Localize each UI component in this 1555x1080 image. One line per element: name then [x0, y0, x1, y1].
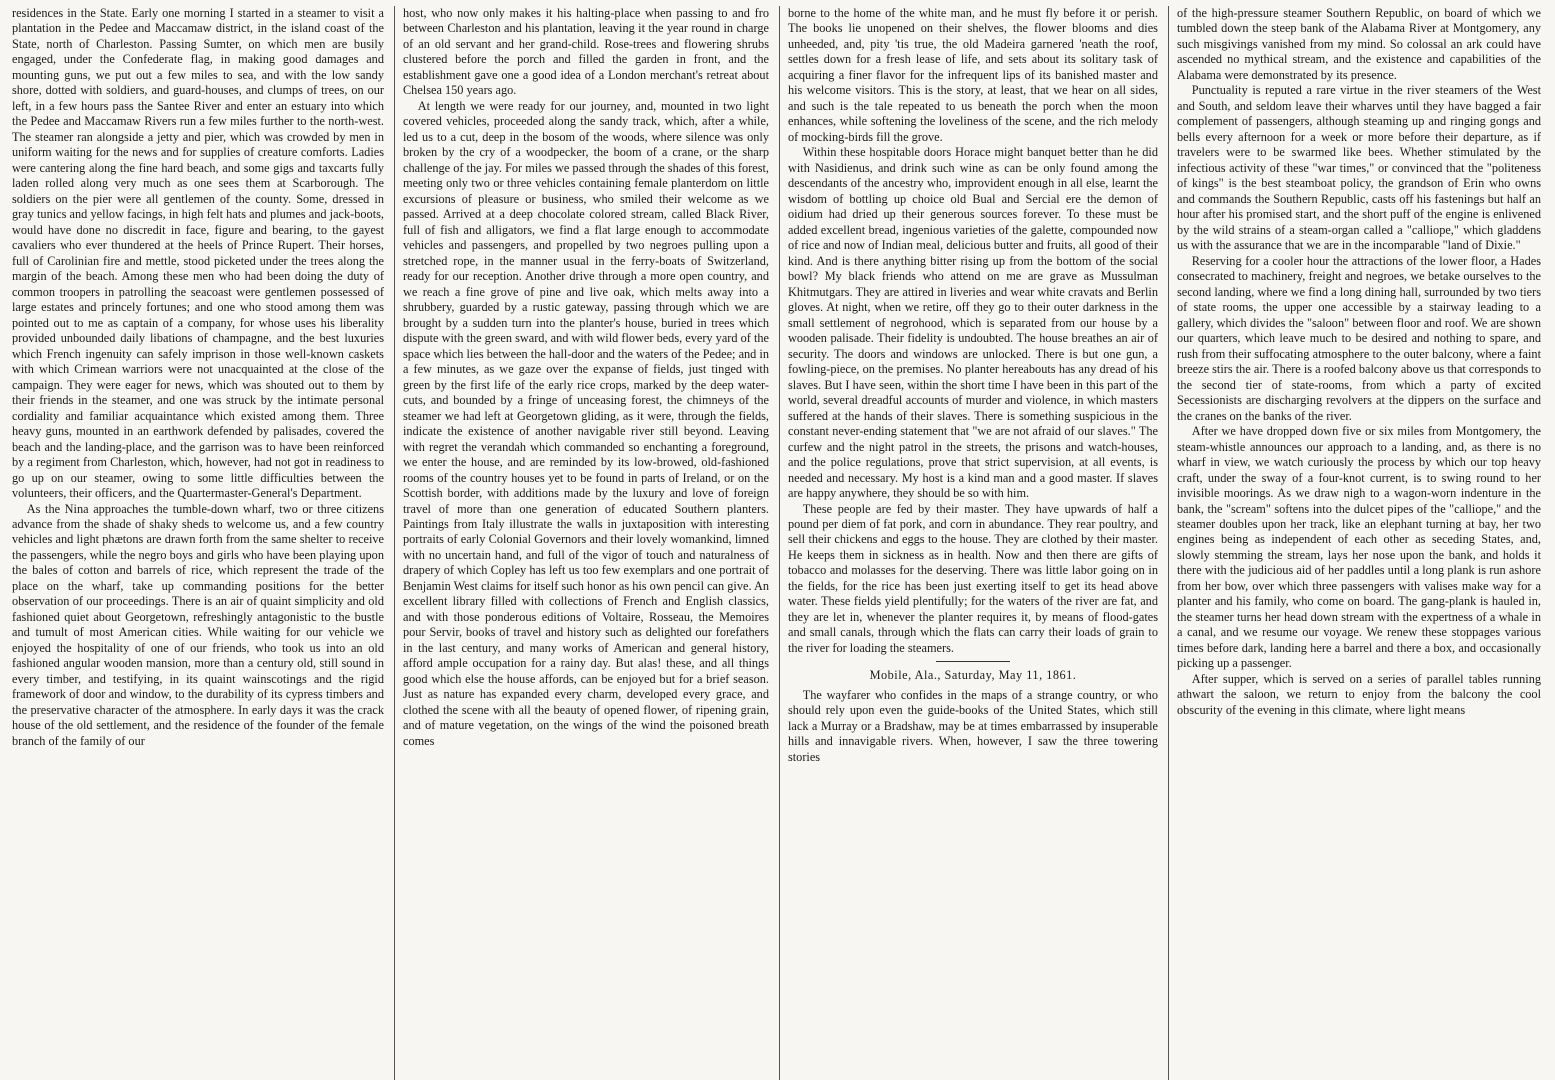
column-4 [1169, 6, 1551, 1080]
column-3 [780, 6, 1169, 1080]
paragraph: The wayfarer who confides in the maps of a strange country, or who should rely upon even the guide-books of the United States, which still lack a Murray or a Bradshaw, may be at times embarrassed by insuperable hills and innavigable rivers. When, however, I saw the three towering stories [787, 687, 1158, 764]
paragraph: After we have dropped down five or six miles from Montgomery, the steam-whistle announces our approach to a landing, and, as there is no wharf in view, we watch curiously the process by which our top heavy craft, under the sway of a four-knot current, is to swing round to her invisible moorings. As we draw nigh to a wagon-worn indenture in the bank, the "scream" softens into the dulcet pipes of the "calliope," and the steamer doubles upon her track, like an elephant turning at bay, her two engines being as independent of each other as seceding States, and, slowly stemming the stream, lays her nose upon the bank, and holds it there with the judicious aid of her paddles until a long plank is run ashore from her bow, over which three passengers with valises make way for a planter and his family, who come on board. The gang-plank is hauled in, the steamer turns her head down stream with the expertness of a whale in a canal, and we resume our voyage. We renew these stoppages various times before dark, landing here a barrel and there a box, and occasionally picking up a passenger. [1176, 424, 1541, 671]
section-divider [936, 661, 1010, 662]
paragraph: As the Nina approaches the tumble-down wharf, two or three citizens advance from the shade of shaky sheds to welcome us, and a few country vehicles and light phætons are drawn forth from the same shelter to receive the passengers, while the negro boys and girls who have been playing upon the bales of cotton and barrels of rice, which represent the trade of the place on the wharf, take up commanding positions for the better observation of our proceedings. There is an air of quaint simplicity and old fashioned quiet about Georgetown, refreshingly antagonistic to the bustle and tumult of most American cities. While waiting for our vehicle we enjoyed the hospitality of one of our friends, who took us into an old fashioned angular wooden mansion, more than a century old, still sound in every timber, and testifying, in its quaint wainscotings and the rigid framework of door and window, to the durability of its cypress timbers and the preservative character of the atmosphere. In early days it was the crack house of the old settlement, and the residence of the founder of the female branch of the family of our [12, 501, 384, 748]
dateline: Mobile, Ala., Saturday, May 11, 1861. [869, 668, 1077, 683]
paragraph: These people are fed by their master. They have upwards of half a pound per diem of fat pork, and corn in abundance. They rear poultry, and sell their chickens and eggs to the house. They are clothed by their master. He keeps them in sickness as in health. Now and then there are gifts of tobacco and molasses for the deserving. There was little labor going on in the fields, for the rice has been just exerting itself to get its head above water. These fields yield plentifully; for the waters of the river are fat, and they are let in, whenever the planter requires it, by means of flood-gates and small canals, through which the flats can carry their loads of grain to the river for loading the steamers. [787, 501, 1158, 655]
paragraph: host, who now only makes it his halting-place when passing to and fro between Charleston and his plantation, leaving it the year round in charge of an old servant and her grand-child. Rose-trees and flowering shrubs clustered before the porch and filled the garden in front, and the establishment gave one a good idea of a London merchant's retreat about Chelsea 150 years ago. [402, 6, 769, 98]
paragraph: of the high-pressure steamer Southern Republic, on board of which we tumbled down the steep bank of the Alabama River at Montgomery, any such misgivings vanished from my mind. So colossal an ark could have ascended no mythical stream, and the existence and capabilities of the Alabama were demonstrated by its presence. [1176, 6, 1541, 82]
column-2 [395, 6, 780, 1080]
paragraph: After supper, which is served on a series of parallel tables running athwart the saloon, we return to enjoy from the balcony the cool obscurity of the evening in this climate, where light means [1176, 671, 1541, 717]
paragraph: At length we were ready for our journey, and, mounted in two light covered vehicles, proceeded along the sandy track, which, after a while, led us to a cut, deep in the bosom of the woods, where silence was only broken by the cry of a woodpecker, the boom of a crane, or the sharp challenge of the jay. For miles we passed through the shades of this forest, meeting only two or three vehicles containing female planterdom on little excursions of pleasure or business, who smiled their welcome as we passed. Arrived at a deep chocolate colored stream, called Black River, full of fish and alligators, we find a flat large enough to accommodate vehicles and passengers, and propelled by two negroes pulling upon a stretched rope, in the manner usual in the ferry-boats of Switzerland, ready for our reception. Another drive through a more open country, and we reach a fine grove of pine and live oak, which melts away into a shrubbery, guarded by a rustic gateway, passing through which we are brought by a sudden turn into the planter's house, buried in trees which dispute with the green sward, and with wild flower beds, every yard of the space which lies between the hall-door and the waters of the Pedee; and in a few minutes, as we gaze over the expanse of fields, just tinged with green by the first life of the early rice crops, marked by the deep water-cuts, and bounded by a fringe of unceasing forest, the chimneys of the steamer we had left at Georgetown gliding, as it were, through the fields, indicate the existence of another navigable river still beyond. Leaving with regret the verandah which commanded so enchanting a foreground, we enter the house, and are reminded by its low-browed, old-fashioned rooms of the country houses yet to be found in parts of Ireland, or on the Scottish border, with additions made by the luxury and love of foreign travel of more than one generation of educated Southern planters. Paintings from Italy illustrate the walls in juxtaposition with interesting portraits of early Colonial Governors and their lovely womankind, limned with no uncertain hand, and full of the vigor of touch and naturalness of drapery of which Copley has left us too few exemplars and one portrait of Benjamin West claims for itself such honor as his own pencil can give. An excellent library filled with collections of French and English classics, and with those ponderous editions of Voltaire, Rosseau, the Memoires pour Servir, books of travel and history such as delighted our forefathers in the last century, and many works of American and general history, afford ample occupation for a rainy day. But alas! these, and all things good which else the house affords, can be enjoyed but for a brief season. Just as nature has expanded every charm, developed every grace, and clothed the scene with all the beauty of opened flower, of ripening grain, and of mature vegetation, on the wings of the wind the poisoned breath comes [402, 98, 769, 748]
paragraph: Reserving for a cooler hour the attractions of the lower floor, a Hades consecrated to machinery, freight and negroes, we betake ourselves to the second landing, where we find a long dining hall, surrounded by two tiers of state rooms, the upper one accessible by a stairway leading to a gallery, which divides the "saloon" between floor and roof. We are shown our quarters, which leave much to be desired and nothing to spare, and rush from their suffocating atmosphere to the outer balcony, where a faint breeze stirs the air. There is a roofed balcony above us that corresponds to the second tier of state-rooms, from which a party of excited Secessionists are discharging revolvers at the dippers on the surface and the cranes on the banks of the river. [1176, 253, 1541, 423]
paragraph: residences in the State. Early one morning I started in a steamer to visit a plantation in the Pedee and Maccamaw district, in the island coast of the State, north of Charleston. Passing Sumter, on which men are busily engaged, under the Confederate flag, in making good damages and mounting guns, we put out a few miles to sea, and with the low sandy shore, dotted with soldiers, and guard-houses, and clumps of trees, on our left, in a few hours pass the Santee River and enter an estuary into which the Pedee and Maccamaw Rivers run a few miles further to the north-west. The steamer ran alongside a jetty and pier, which was crowded by men in uniform waiting for the news and for supplies of creature comforts. Ladies were cantering along the fine hard beach, and some gigs and taxcarts fully laden rolled along very much as one sees them at Scarborough. The soldiers on the pier were all gentlemen of the county. Some, dressed in gray tunics and yellow facings, in high felt hats and plumes and jack-boots, would have done no discredit in face, figure and bearing, to the gayest cavaliers who ever thundered at the heels of Prince Rupert. Their horses, full of Carolinian fire and mettle, stood picketed under the trees along the margin of the beach. Among these men who had been doing the duty of common troopers in patrolling the seacoast were gentlemen possessed of large estates and princely fortunes; and one who stood among them was pointed out to me as captain of a company, for whose uses his liberality provided unbounded daily libations of champagne, and the best luxuries which French ingenuity can safely imprison in those well-known caskets with which Crimean warriors were not unacquainted at the close of the campaign. They were eager for news, which was shouted out to them by their friends in the steamer, and one was struck by the intimate personal cordiality and familiar acquaintance which existed among them. Three heavy guns, mounted in an earthwork defended by palisades, covered the beach and the landing-place, and the garrison was to have been reinforced by a regiment from Charleston, which, however, had not got in readiness to go up on our steamer, owing to some little difficulties between the volunteers, their officers, and the Quartermaster-General's Department. [12, 6, 384, 501]
column-1 [4, 6, 395, 1080]
paragraph: Punctuality is reputed a rare virtue in the river steamers of the West and South, and seldom leave their wharves until they have bagged a fair complement of passengers, although steaming up and ringing gongs and bells every afternoon for a week or more before their departure, as if travelers were to be swarmed like bees. Whether stimulated by the infectious activity of these "war times," or convinced that the "politeness of kings" is the best steamboat policy, the grandson of Erin who owns and commands the Southern Republic, casts off his fastenings but half an hour after his promised start, and the short puff of the engine is enlivened by the wild strains of a steam-organ called a "calliope," which gladdens us with the assurance that we are in the incomparable "land of Dixie." [1176, 83, 1541, 253]
paragraph: Within these hospitable doors Horace might banquet better than he did with Nasidienus, and drink such wine as can be only found among the descendants of the ancestry who, improvident enough in all else, learnt the wisdom of bottling up choice old Bual and Sercial ere the demon of oidium had dried up their generous sources forever. To these must be added excellent bread, ingenious varieties of the galette, compounded now of rice and now of Indian meal, delicious butter and fruits, all good of their kind. And is there anything bitter rising up from the bottom of the social bowl? My black friends who attend on me are grave as Mussulman Khitmutgars. They are attired in liveries and wear white cravats and Berlin gloves. At night, when we retire, off they go to their outer darkness in the small settlement of negrohood, which is separated from our house by a wooden palisade. Their fidelity is undoubted. The house breathes an air of security. The doors and windows are unlocked. There is but one gun, a fowling-piece, on the premises. No planter hereabouts has any dread of his slaves. But I have seen, within the short time I have been in this part of the world, several dreadful accounts of murder and violence, in which masters suffered at the hands of their slaves. There is something suspicious in the constant never-ending statement that "we are not afraid of our slaves." The curfew and the night patrol in the streets, the prisons and watch-houses, and the police regulations, prove that strict supervision, at all events, is needed and necessary. My host is a kind man and a good master. If slaves are happy anywhere, they should be so with him. [787, 145, 1158, 501]
paragraph: borne to the home of the white man, and he must fly before it or perish. The books lie unopened on their shelves, the flower blooms and dies unheeded, and, pity 'tis true, the old Madeira garnered 'neath the roof, settles down for a fresh lease of life, and sets about its solitary task of acquiring a finer flavor for the infrequent lips of its banished master and his welcome visitors. This is the story, at least, that we hear on all sides, and such is the tale repeated to us beneath the porch when the moon enhances, while softening the loveliness of the scene, and the rich melody of mocking-birds fill the grove. [787, 6, 1158, 144]
